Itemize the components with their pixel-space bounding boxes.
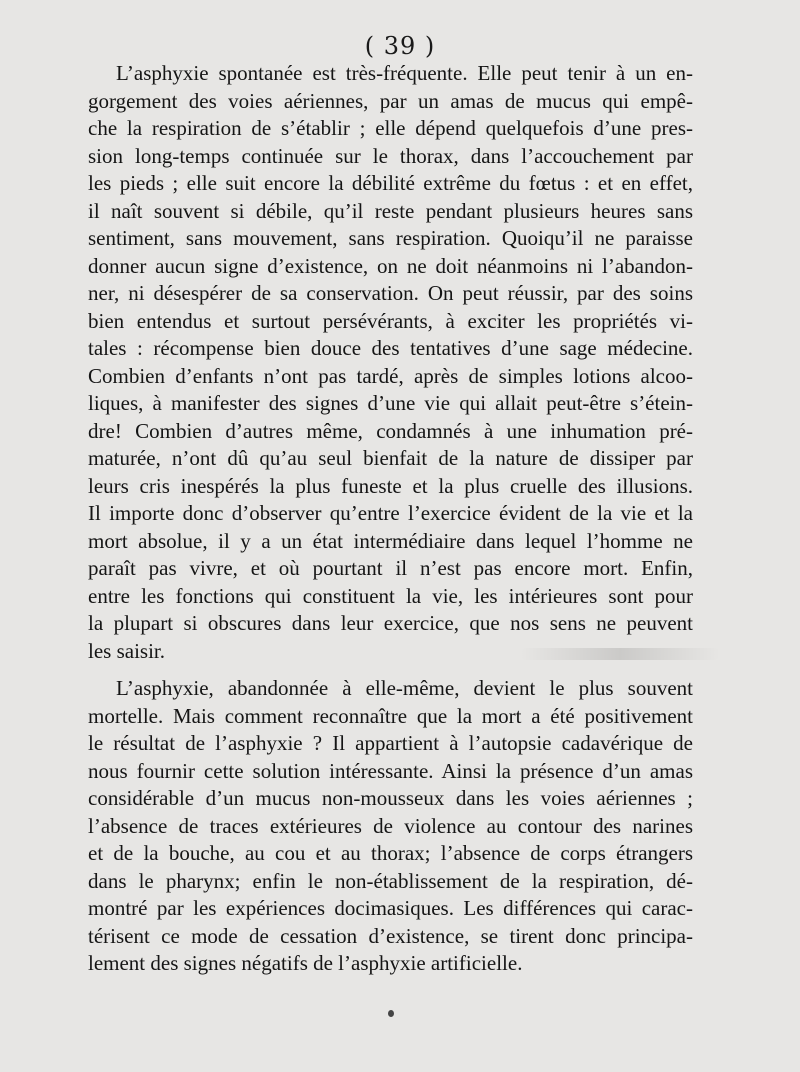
text-line: l’absence de traces extérieures de violence au contour des narines [88,813,693,838]
text-line: Combien d’enfants n’ont pas tardé, après de simples lotions alcoo- [88,363,693,388]
text-line: lement des signes négatifs de l’asphyxie artificielle. [88,951,523,975]
text-line: L’asphyxie spontanée est très-fréquente. Elle peut tenir à un en- [116,61,693,85]
text-line: montré par les expériences docimasiques. Les différences qui carac- [88,896,693,920]
ink-bleed-through [520,648,720,660]
text-line: la plupart si obscures dans leur exercice, que nos sens ne peuvent [88,611,693,635]
text-line: il naît souvent si débile, qu’il reste pendant plusieurs heures sans [88,198,693,223]
text-line: bien entendus et surtout persévérants, à exciter les propriétés vi- [88,308,693,333]
text-line: sentiment, sans mouvement, sans respiration. Quoiqu’il ne paraisse [88,226,693,250]
paragraph-1 [88,60,693,665]
text-line: L’asphyxie, abandonnée à elle-même, devient le plus souvent [116,676,693,700]
text-line: considérable d’un mucus non-mousseux dans les voies aériennes ; [88,786,693,810]
text-line: liques, à manifester des signes d’une vie qui allait peut-être s’étein- [88,391,693,415]
ink-speck [388,1010,394,1017]
text-line: gorgement des voies aériennes, par un amas de mucus qui empê- [88,88,693,113]
text-line: leurs cris inespérés la plus funeste et la plus cruelle des illusions. [88,473,693,498]
text-line: le résultat de l’asphyxie ? Il appartient à l’autopsie cadavérique de [88,731,693,755]
text-line: nous fournir cette solution intéressante. Ainsi la présence d’un amas [88,758,693,783]
paragraph-2 [88,675,693,978]
text-line: dans le pharynx; enfin le non-établissement de la respiration, dé- [88,868,693,893]
text-line: mort absolue, il y a un état intermédiaire dans lequel l’homme ne [88,528,693,553]
page-number: ( 39 ) [364,32,436,60]
text-line: térisent ce mode de cessation d’existence, se tirent donc principa- [88,923,693,948]
text-line: mortelle. Mais comment reconnaître que la mort a été positivement [88,703,693,728]
text-line: maturée, n’ont dû qu’au seul bienfait de la nature de dissiper par [88,446,693,470]
text-line: dre! Combien d’autres même, condamnés à une inhumation pré- [88,418,693,443]
text-line: tales : récompense bien douce des tentatives d’une sage médecine. [88,336,693,360]
text-line: ner, ni désespérer de sa conservation. On peut réussir, par des soins [88,281,693,305]
body-text [88,60,693,978]
text-line: les saisir. [88,638,165,663]
text-line: che la respiration de s’établir ; elle dépend quelquefois d’une pres- [88,116,693,140]
text-line: les pieds ; elle suit encore la débilité extrême du fœtus : et en effet, [88,171,693,195]
text-line: donner aucun signe d’existence, on ne doit néanmoins ni l’abandon- [88,253,693,278]
text-line: paraît pas vivre, et où pourtant il n’est pas encore mort. Enfin, [88,556,693,580]
text-line: sion long-temps continuée sur le thorax, dans l’accouchement par [88,143,693,168]
text-line: Il importe donc d’observer qu’entre l’exercice évident de la vie et la [88,501,693,525]
text-line: et de la bouche, au cou et au thorax; l’absence de corps étrangers [88,841,693,865]
text-line: entre les fonctions qui constituent la vie, les intérieures sont pour [88,583,693,608]
